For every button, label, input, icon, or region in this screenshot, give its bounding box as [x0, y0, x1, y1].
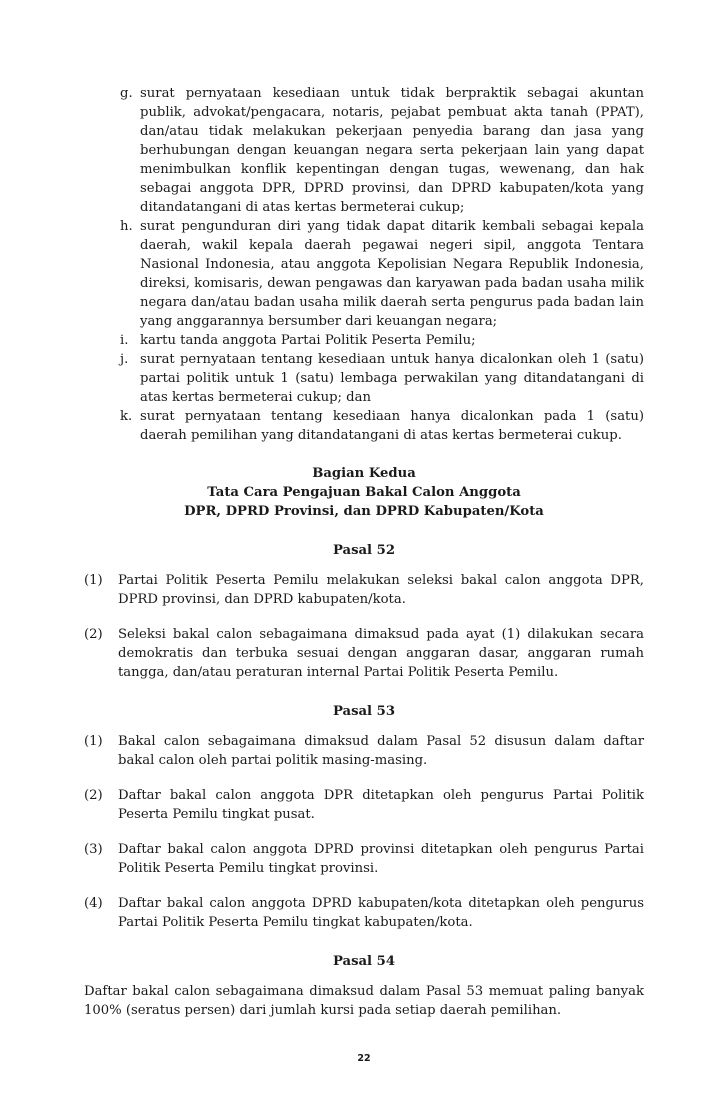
section-title-line-2: DPR, DPRD Provinsi, dan DPRD Kabupaten/Kota	[184, 504, 544, 519]
ayat-number: (2)	[84, 788, 103, 803]
list-item	[120, 407, 644, 445]
ayat	[84, 571, 644, 609]
ayat-text: Daftar bakal calon anggota DPRD kabupaten/kota ditetapkan oleh pengurus Partai Politik Peserta Pemilu tingkat kabupaten/kota.	[118, 896, 644, 930]
ayat-number: (3)	[84, 842, 103, 857]
ayat	[84, 625, 644, 682]
pasal-54-title: Pasal 54	[332, 954, 396, 969]
ayat-text: Daftar bakal calon anggota DPR ditetapkan oleh pengurus Partai Politik Peserta Pemilu tingkat pusat.	[118, 788, 644, 822]
pasal-53-title: Pasal 53	[332, 704, 396, 719]
ayat-text: Bakal calon sebagaimana dimaksud dalam Pasal 52 disusun dalam daftar bakal calon oleh partai politik masing-masing.	[118, 734, 644, 768]
ayat-number: (2)	[84, 627, 103, 642]
section-number: Bagian Kedua	[312, 466, 416, 481]
list-marker: h.	[120, 219, 133, 234]
list-item	[120, 350, 644, 407]
section-title-line-1: Tata Cara Pengajuan Bakal Calon Anggota	[207, 485, 521, 500]
requirements-list-continued	[84, 84, 644, 445]
ayat-text: Seleksi bakal calon sebagaimana dimaksud pada ayat (1) dilakukan secara demokratis dan terbuka sesuai dengan anggaran dasar, anggaran rumah tangga, dan/atau peraturan internal Partai Politik Peserta Pemilu.	[118, 627, 644, 680]
list-item-text: surat pernyataan kesediaan untuk tidak berpraktik sebagai akuntan publik, advokat/pengacara, notaris, pejabat pembuat akta tanah (PPAT), dan/atau tidak melakukan pekerjaan penyedia barang dan jasa yang berhubungan dengan keuangan negara serta pekerjaan lain yang dapat menimbulkan konflik kepentingan dengan tugas, wewenang, dan hak sebagai anggota DPR, DPRD provinsi, dan DPRD kabupaten/kota yang ditandatangani di atas kertas bermeterai cukup;	[140, 86, 644, 215]
list-marker: j.	[120, 352, 129, 367]
page-content	[84, 84, 644, 1020]
pasal-52-title: Pasal 52	[332, 543, 396, 558]
ayat-text: Daftar bakal calon anggota DPRD provinsi ditetapkan oleh pengurus Partai Politik Peserta Pemilu tingkat provinsi.	[118, 842, 644, 876]
list-item-text: surat pernyataan tentang kesediaan hanya dicalonkan pada 1 (satu) daerah pemilihan yang ditandatangani di atas kertas bermeterai cukup.	[140, 409, 644, 443]
section-heading	[84, 464, 644, 521]
list-marker: g.	[120, 86, 133, 101]
list-item-text: surat pernyataan tentang kesediaan untuk hanya dicalonkan oleh 1 (satu) partai politik untuk 1 (satu) lembaga perwakilan yang ditandatangani di atas kertas bermeterai cukup; dan	[140, 352, 644, 405]
ayat	[84, 894, 644, 932]
list-marker: k.	[120, 409, 133, 424]
page-number: 22	[357, 1053, 371, 1064]
pasal-54-text: Daftar bakal calon sebagaimana dimaksud dalam Pasal 53 memuat paling banyak 100% (seratus persen) dari jumlah kursi pada setiap daerah pemilihan.	[84, 984, 644, 1018]
list-item	[120, 331, 644, 350]
list-item	[120, 217, 644, 331]
ayat-number: (4)	[84, 896, 103, 911]
ayat	[84, 732, 644, 770]
list-item	[120, 84, 644, 217]
ayat-text: Partai Politik Peserta Pemilu melakukan seleksi bakal calon anggota DPR, DPRD provinsi, dan DPRD kabupaten/kota.	[118, 573, 644, 607]
list-item-text: surat pengunduran diri yang tidak dapat ditarik kembali sebagai kepala daerah, wakil kepala daerah pegawai negeri sipil, anggota Tentara Nasional Indonesia, atau anggota Kepolisian Negara Republik Indonesia, direksi, komisaris, dewan pengawas dan karyawan pada badan usaha milik negara dan/atau badan usaha milik daerah serta pengurus pada badan lain yang anggarannya bersumber dari keuangan negara;	[140, 219, 644, 329]
list-item-text: kartu tanda anggota Partai Politik Peserta Pemilu;	[140, 333, 476, 348]
list-marker: i.	[120, 333, 129, 348]
ayat-number: (1)	[84, 573, 103, 588]
ayat	[84, 786, 644, 824]
ayat	[84, 840, 644, 878]
ayat-number: (1)	[84, 734, 103, 749]
